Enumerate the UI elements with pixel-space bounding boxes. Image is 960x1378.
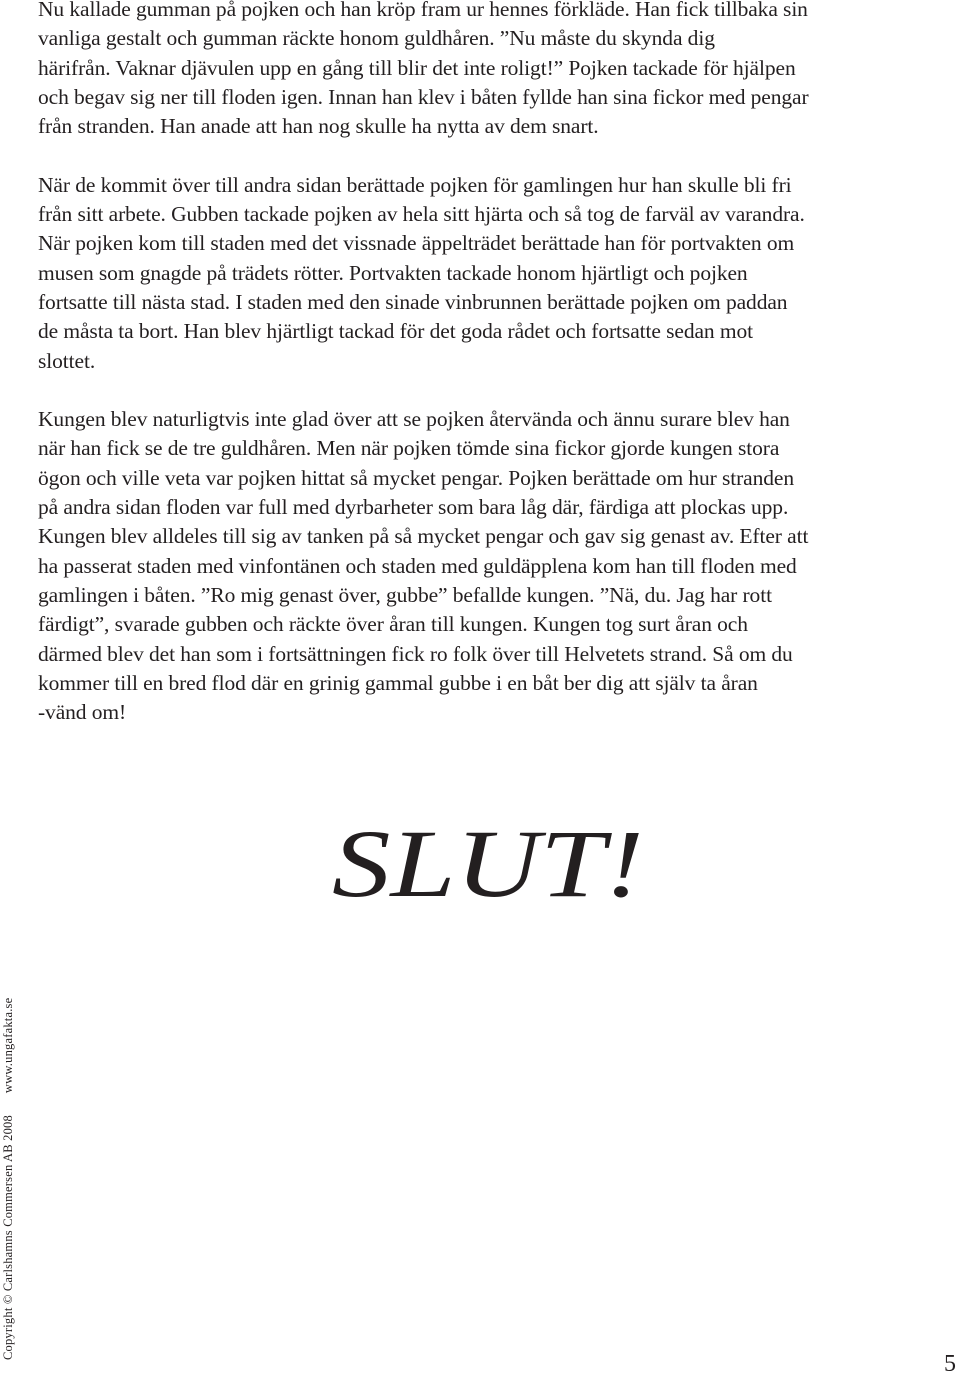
- text-line: slottet.: [38, 348, 96, 373]
- paragraph-3: [38, 405, 918, 727]
- text-line: härifrån. Vaknar djävulen upp en gång till blir det inte roligt!” Pojken tackade för hjälpen: [38, 55, 796, 80]
- text-line: fortsatte till nästa stad. I staden med den sinade vinbrunnen berättade pojken om paddan: [38, 289, 788, 314]
- text-line: Kungen blev naturligtvis inte glad över att se pojken återvända och ännu surare blev han: [38, 407, 790, 432]
- copyright-sidebar: [0, 940, 30, 1360]
- text-line: därmed blev det han som i fortsättningen fick ro folk över till Helvetets strand. Så om du: [38, 641, 793, 666]
- text-line: och begav sig ner till floden igen. Innan han klev i båten fyllde han sina fickor med pengar: [38, 84, 809, 109]
- text-line: färdigt”, svarade gubben och räckte över åran till kungen. Kungen tog surt åran och: [38, 612, 748, 637]
- text-line: på andra sidan floden var full med dyrbarheter som bara låg där, färdiga att plockas upp.: [38, 495, 789, 520]
- text-line: -vänd om!: [38, 700, 127, 725]
- paragraph-2: [38, 171, 918, 376]
- text-line: Kungen blev alldeles till sig av tanken på så mycket pengar och gav sig genast av. Efter att: [38, 524, 809, 549]
- ending-title-art: [332, 808, 652, 918]
- text-line: från sitt arbete. Gubben tackade pojken av hela sitt hjärta och så tog de farväl av varandra.: [38, 202, 805, 227]
- text-line: de måsta ta bort. Han blev hjärtligt tackad för det goda rådet och fortsatte sedan mot: [38, 319, 753, 344]
- text-line: kommer till en bred flod där en grinig gammal gubbe i en båt ber dig att själv ta åran: [38, 670, 758, 695]
- text-line: ögon och ville veta var pojken hittat så mycket pengar. Pojken berättade om hur stranden: [38, 465, 795, 490]
- paragraph-1: [38, 0, 918, 141]
- page-number: 5: [944, 1351, 956, 1377]
- ending-title-text: SLUT!: [332, 810, 644, 917]
- text-line: När pojken kom till staden med det vissnade äppelträdet berättade han för portvakten om: [38, 231, 795, 256]
- text-line: musen som gnagde på trädets rötter. Portvakten tackade honom hjärtligt och pojken: [38, 260, 748, 285]
- text-line: Nu kallade gumman på pojken och han kröp fram ur hennes förkläde. Han fick tillbaka sin: [38, 0, 808, 21]
- text-line: ha passerat staden med vinfontänen och staden med guldäpplena kom han till floden med: [38, 553, 797, 578]
- text-line: När de kommit över till andra sidan berättade pojken för gamlingen hur han skulle bli fri: [38, 172, 792, 197]
- text-line: vanliga gestalt och gumman räckte honom guldhåren. ”Nu måste du skynda dig: [38, 26, 715, 51]
- ending-title: [332, 808, 652, 918]
- sidebar-text: [1, 998, 16, 1360]
- website-link[interactable]: www.ungafakta.se: [1, 997, 15, 1094]
- text-line: gamlingen i båten. ”Ro mig genast över, gubbe” befallde kungen. ”Nä, du. Jag har rott: [38, 582, 772, 607]
- text-line: från stranden. Han anade att han nog skulle ha nytta av dem snart.: [38, 114, 599, 139]
- text-line: när han fick se de tre guldhåren. Men när pojken tömde sina fickor gjorde kungen stora: [38, 436, 780, 461]
- story-text: [38, 0, 918, 727]
- copyright-notice: Copyright © Carlshamns Commersen AB 2008: [1, 1115, 15, 1360]
